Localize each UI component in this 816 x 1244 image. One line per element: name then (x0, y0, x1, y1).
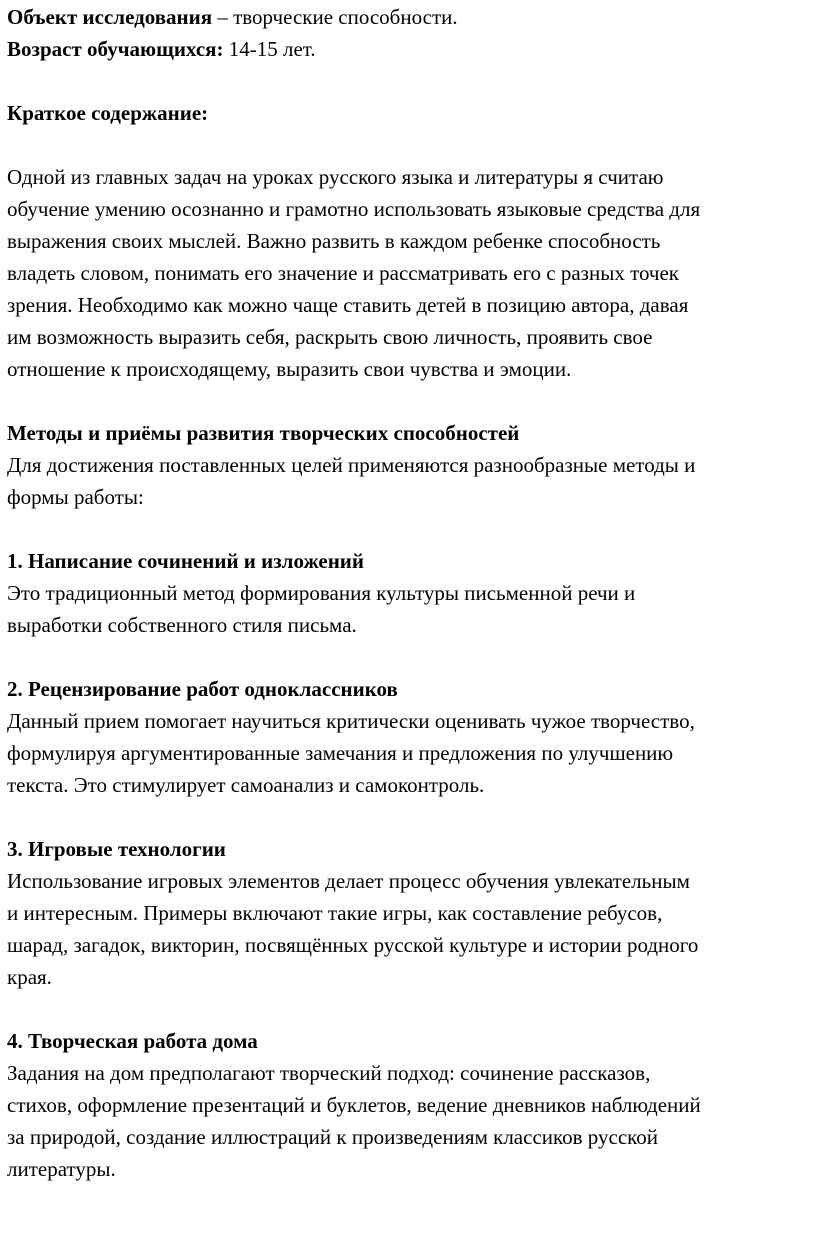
summary-line: зрения. Необходимо как можно чаще ставить детей в позицию автора, давая (7, 293, 689, 317)
method-item-title: 1. Написание сочинений и изложений (7, 549, 365, 573)
method-item-line: края. (7, 965, 52, 989)
spacer (7, 641, 812, 673)
methods-title: Методы и приёмы развития творческих способностей (7, 421, 520, 445)
method-item-line: Данный прием помогает научиться критически оценивать чужое творчество, (7, 709, 695, 733)
spacer (7, 513, 812, 545)
methods-line: Для достижения поставленных целей применяются разнообразные методы и (7, 453, 696, 477)
method-item-line: за природой, создание иллюстраций к произведениям классиков русской (7, 1125, 659, 1149)
summary-line: владеть словом, понимать его значение и рассматривать его с разных точек (7, 261, 680, 285)
spacer (7, 993, 812, 1025)
method-item-title: 4. Творческая работа дома (7, 1029, 258, 1053)
summary-line: отношение к происходящему, выразить свои чувства и эмоции. (7, 357, 572, 381)
method-item-line: и интересным. Примеры включают такие игры, как составление ребусов, (7, 901, 663, 925)
method-item-title: 2. Рецензирование работ одноклассников (7, 677, 398, 701)
summary-line: выражения своих мыслей. Важно развить в каждом ребенке способность (7, 229, 661, 253)
method-item-1 (7, 545, 812, 641)
spacer (7, 65, 812, 97)
summary-line: Одной из главных задач на уроках русского языка и литературы я считаю (7, 165, 664, 189)
method-item-line: литературы. (7, 1157, 116, 1181)
method-item-3 (7, 833, 812, 993)
method-item-line: стихов, оформление презентаций и буклетов, ведение дневников наблюдений (7, 1093, 701, 1117)
method-item-4 (7, 1025, 812, 1185)
object-label: Объект исследования (7, 5, 213, 29)
document-page (0, 1, 812, 1185)
summary-line: им возможность выразить себя, раскрыть свою личность, проявить свое (7, 325, 653, 349)
method-item-line: формулируя аргументированные замечания и предложения по улучшению (7, 741, 674, 765)
object-line (7, 1, 812, 33)
age-value: 14-15 лет. (223, 37, 316, 61)
summary-title: Краткое содержание: (7, 101, 209, 125)
method-item-line: шарад, загадок, викторин, посвящённых русской культуре и истории родного (7, 933, 699, 957)
summary-line: обучение умению осознанно и грамотно использовать языковые средства для (7, 197, 701, 221)
method-item-line: текста. Это стимулирует самоанализ и самоконтроль. (7, 773, 485, 797)
object-value: – творческие способности. (212, 5, 458, 29)
method-item-title: 3. Игровые технологии (7, 837, 226, 861)
method-item-line: Задания на дом предполагают творческий подход: сочинение рассказов, (7, 1061, 651, 1085)
age-line (7, 33, 812, 65)
spacer (7, 129, 812, 161)
spacer (7, 801, 812, 833)
method-item-line: Это традиционный метод формирования культуры письменной речи и (7, 581, 636, 605)
summary-paragraph (7, 161, 812, 385)
spacer (7, 385, 812, 417)
method-item-2 (7, 673, 812, 801)
age-label: Возраст обучающихся: (7, 37, 224, 61)
method-item-line: Использование игровых элементов делает процесс обучения увлекательным (7, 869, 690, 893)
method-item-line: выработки собственного стиля письма. (7, 613, 357, 637)
methods-line: формы работы: (7, 485, 144, 509)
